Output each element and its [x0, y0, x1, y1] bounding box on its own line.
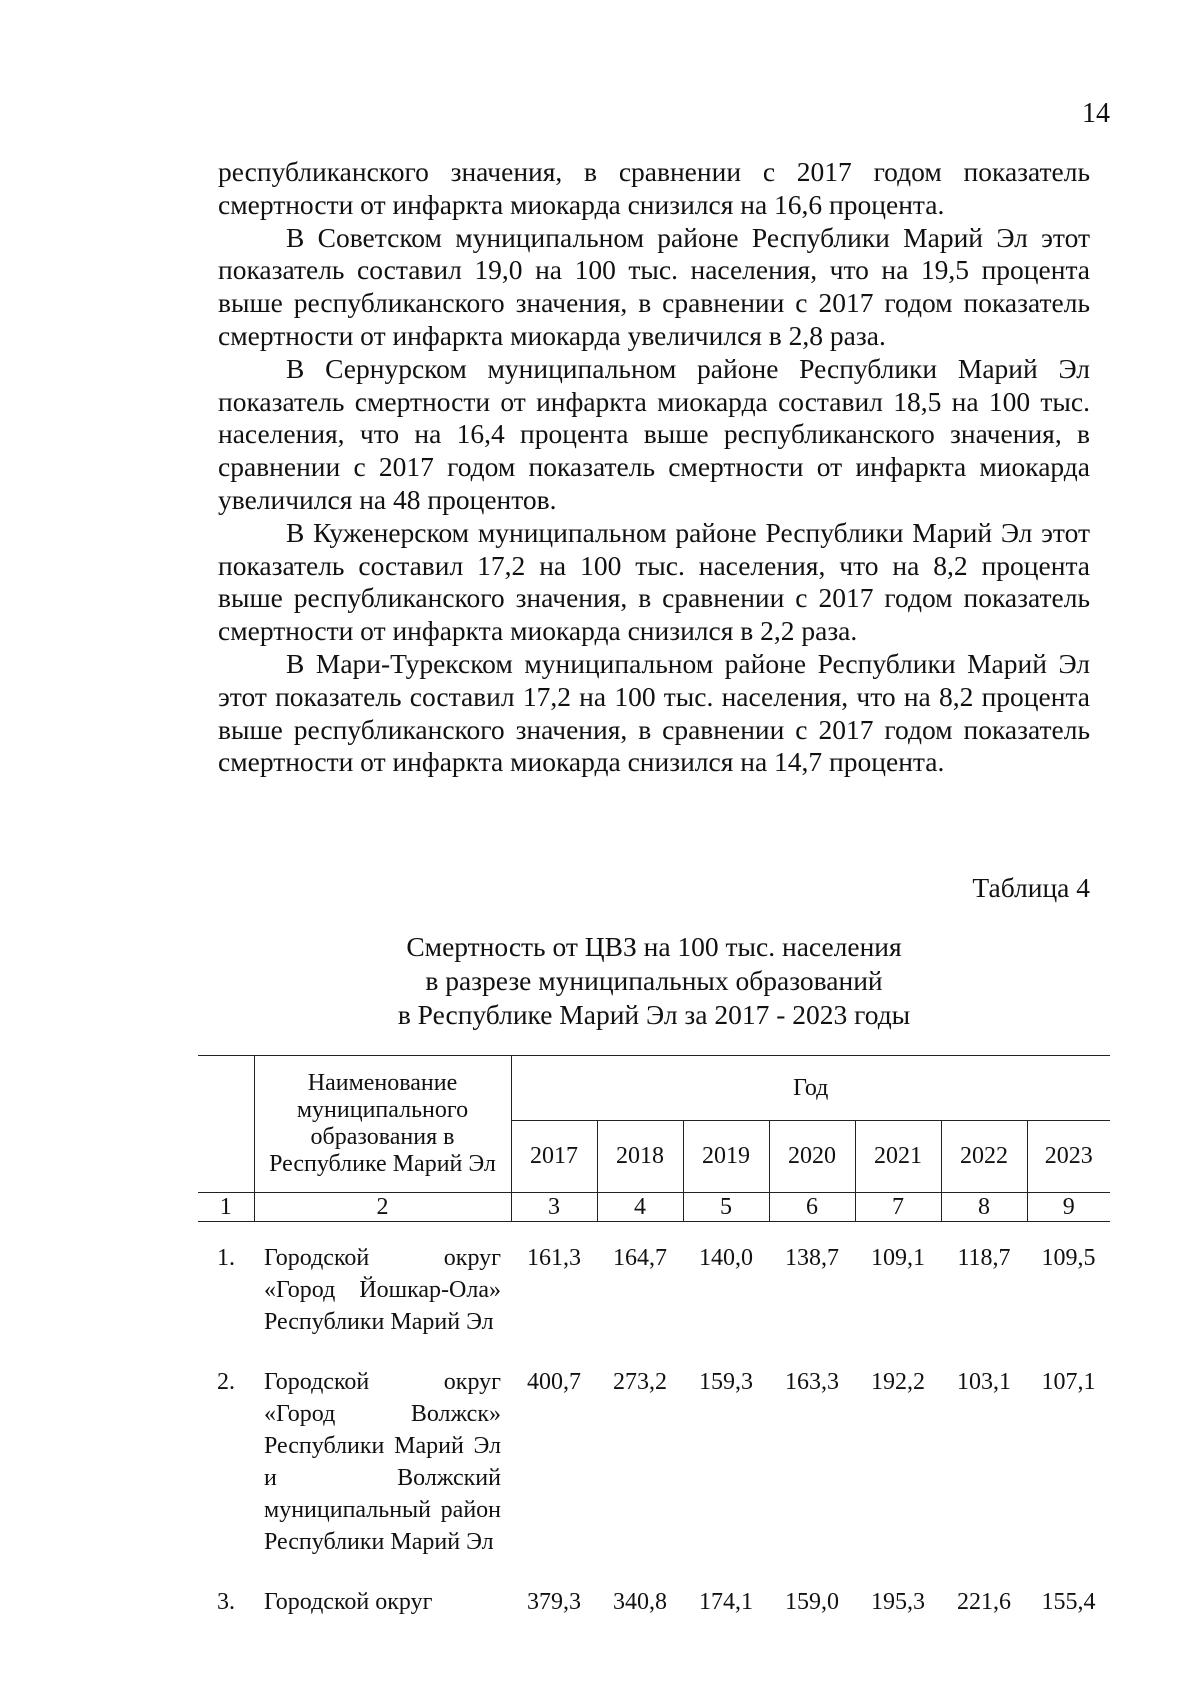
row-name: Городской округ [264, 1589, 433, 1615]
row-value: 138,7 [785, 1245, 839, 1271]
row-value: 159,3 [699, 1369, 753, 1395]
row-index: 2. [217, 1369, 235, 1395]
row-value: 163,3 [785, 1369, 839, 1395]
table-title [218, 930, 1090, 1032]
row-value: 159,0 [785, 1589, 839, 1615]
row-value: 109,1 [871, 1245, 925, 1271]
column-number: 1 [198, 1193, 254, 1222]
header-index-cell [198, 1056, 254, 1193]
row-value: 164,7 [613, 1245, 667, 1271]
column-number: 8 [941, 1193, 1027, 1222]
mortality-table [198, 1055, 1110, 1646]
column-number: 9 [1027, 1193, 1110, 1222]
paragraph: В Мари-Турекском муниципальном районе Республики Марий Эл этот показатель составил 17,2 на 100 тыс. населения, что на 8,2 процента выше республиканского значения, в сравнении с 2017 годом показатель смертности от инфаркта миокарда снизился на 14,7 процента. [218, 647, 1090, 778]
header-year: 2020 [769, 1121, 855, 1193]
row-name: Городской округ «Город Волжск» Республики Марий Эл и Волжский муниципальный район Республики Марий Эл [264, 1369, 501, 1555]
row-index: 3. [217, 1589, 235, 1615]
header-year: 2022 [941, 1121, 1027, 1193]
row-name: Городской округ «Город Йошкар-Ола» Республики Марий Эл [264, 1245, 501, 1335]
row-value: 155,4 [1041, 1589, 1096, 1615]
header-year-group: Год [511, 1056, 1110, 1121]
table-row [198, 1242, 1110, 1366]
header-year: 2023 [1027, 1121, 1110, 1193]
body-text [218, 156, 1090, 779]
column-number: 7 [855, 1193, 941, 1222]
table-label: Таблица 4 [972, 872, 1090, 903]
row-value: 103,1 [957, 1369, 1011, 1395]
row-value: 379,3 [527, 1589, 581, 1615]
paragraph: В Куженерском муниципальном районе Республики Марий Эл этот показатель составил 17,2 на 100 тыс. населения, что на 8,2 процента выше республиканского значения, в сравнении с 2017 годом показатель смертности от инфаркта миокарда снизился в 2,2 раза. [218, 516, 1090, 647]
row-value: 400,7 [527, 1369, 581, 1395]
table-title-line: в Республике Марий Эл за 2017 - 2023 годы [397, 999, 911, 1030]
row-value: 340,8 [613, 1589, 667, 1615]
paragraph: В Сернурском муниципальном районе Республики Марий Эл показатель смертности от инфаркта миокарда составил 18,5 на 100 тыс. населения, что на 16,4 процента выше республиканского значения, в сравнении с 2017 годом показатель смертности от инфаркта миокарда увеличился на 48 процентов. [218, 352, 1090, 515]
row-value: 273,2 [613, 1369, 667, 1395]
header-year: 2017 [511, 1121, 597, 1193]
header-year: 2021 [855, 1121, 941, 1193]
table-row [198, 1366, 1110, 1586]
row-value: 221,6 [957, 1589, 1011, 1615]
paragraph: В Советском муниципальном районе Республики Марий Эл этот показатель составил 19,0 на 100 тыс. населения, что на 19,5 процента выше республиканского значения, в сравнении с 2017 годом показатель смертности от инфаркта миокарда увеличился в 2,8 раза. [218, 221, 1090, 351]
table-title-line: Смертность от ЦВЗ на 100 тыс. населения [406, 931, 902, 962]
header-name-column: Наименование муниципального образования в Республике Марий Эл [254, 1056, 511, 1193]
paragraph: республиканского значения, в сравнении с 2017 годом показатель смертности от инфаркта миокарда снизился на 16,6 процента. [218, 156, 1090, 220]
row-value: 118,7 [957, 1245, 1011, 1271]
column-number: 6 [769, 1193, 855, 1222]
row-value: 107,1 [1041, 1369, 1096, 1395]
row-value: 192,2 [871, 1369, 925, 1395]
row-index: 1. [217, 1245, 235, 1271]
table-row [198, 1586, 1110, 1646]
column-number: 5 [683, 1193, 769, 1222]
table-title-line: в разрезе муниципальных образований [425, 965, 883, 996]
column-number: 4 [597, 1193, 683, 1222]
row-value: 140,0 [699, 1245, 753, 1271]
column-number: 2 [254, 1193, 511, 1222]
row-value: 174,1 [699, 1589, 753, 1615]
column-number: 3 [511, 1193, 597, 1222]
page-number: 14 [1082, 98, 1110, 129]
row-value: 195,3 [871, 1589, 925, 1615]
header-year: 2019 [683, 1121, 769, 1193]
row-value: 161,3 [527, 1245, 581, 1271]
header-year: 2018 [597, 1121, 683, 1193]
row-value: 109,5 [1041, 1245, 1096, 1271]
